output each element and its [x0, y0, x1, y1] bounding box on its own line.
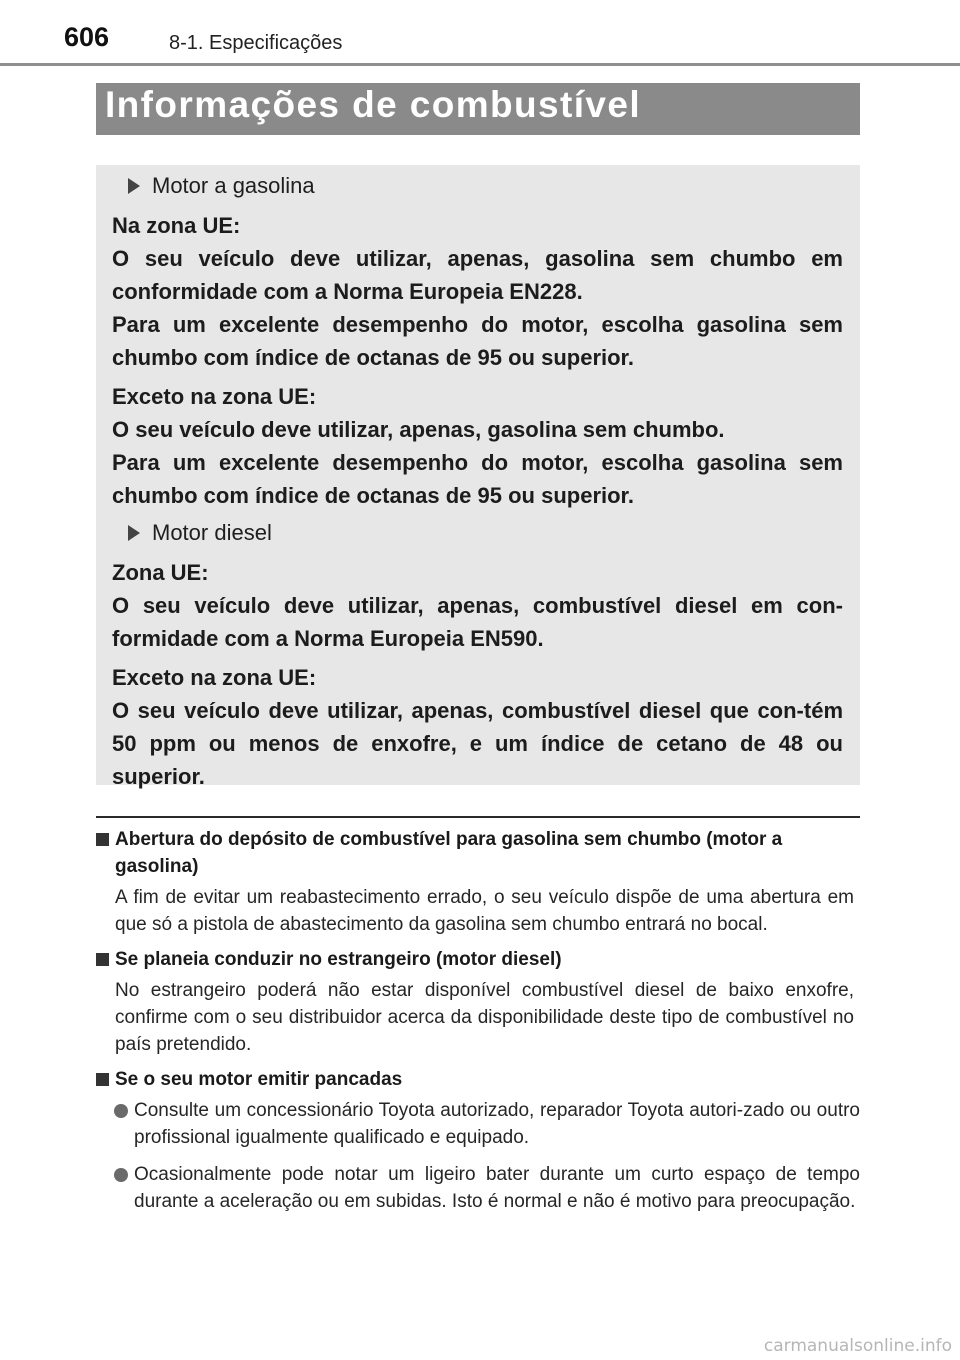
bullet-text: Consulte um concessionário Toyota autorizado, reparador Toyota autori-zado ou outro profissional igualmente qualificado e equipado.: [134, 1100, 860, 1148]
note-heading-text: Se o seu motor emitir pancadas: [115, 1069, 403, 1090]
notes-section: [96, 826, 860, 1215]
page-title: Informações de combustível: [105, 84, 642, 125]
gasoline-heading: [128, 169, 843, 203]
gasoline-except-eu: Exceto na zona UE: O seu veículo deve utilizar, apenas, gasolina sem chumbo. Para um excelente desempenho do motor, escolha gasolina sem chumbo com índice de octanas de 95 ou superior.: [112, 384, 843, 508]
list-item: [114, 1097, 860, 1151]
square-bullet-icon: [96, 953, 109, 966]
diesel-heading-label: Motor diesel: [152, 520, 272, 545]
fuel-info-box: [96, 165, 860, 789]
title-bar: [96, 83, 860, 135]
list-item: [114, 1161, 860, 1215]
gasoline-heading-label: Motor a gasolina: [152, 173, 315, 198]
note-heading-text: Abertura do depósito de combustível para gasolina sem chumbo (motor a gasolina): [115, 829, 783, 877]
diesel-except-eu: Exceto na zona UE: O seu veículo deve utilizar, apenas, combustível diesel que con-tém 50 ppm ou menos de enxofre, e um índice de cetano de 48 ou superior.: [112, 665, 843, 789]
note-heading-abroad: [96, 946, 860, 973]
triangle-right-icon: [128, 525, 140, 541]
diesel-heading: [128, 516, 843, 550]
page-header: [0, 0, 960, 66]
bullet-text: Ocasionalmente pode notar um ligeiro bater durante um curto espaço de tempo durante a aceleração ou em subidas. Isto é normal e não é motivo para preocupação.: [134, 1164, 860, 1212]
page-number: 606: [64, 22, 110, 52]
square-bullet-icon: [96, 833, 109, 846]
diesel-eu-zone: Zona UE: O seu veículo deve utilizar, apenas, combustível diesel em con-formidade com a Norma Europeia EN590.: [112, 560, 843, 651]
section-label: 8-1. Especificações: [169, 32, 343, 54]
square-bullet-icon: [96, 1073, 109, 1086]
note-heading-knocking: [96, 1066, 860, 1093]
section-divider: [96, 816, 860, 818]
circle-bullet-icon: [114, 1168, 128, 1182]
triangle-right-icon: [128, 178, 140, 194]
header-rule: [0, 63, 960, 66]
note-body-refuel-opening: A fim de evitar um reabastecimento errado, o seu veículo dispõe de uma abertura em que só a pistola de abastecimento da gasolina sem chumbo entrará no bocal.: [115, 887, 854, 935]
note-body-abroad: No estrangeiro poderá não estar disponível combustível diesel de baixo enxofre, confirme com o seu distribuidor acerca da disponibilidade deste tipo de combustível no país pretendido.: [115, 980, 854, 1055]
note-heading-text: Se planeia conduzir no estrangeiro (motor diesel): [115, 949, 562, 970]
note-heading-refuel-opening: [96, 826, 860, 880]
gasoline-eu-zone: Na zona UE: O seu veículo deve utilizar, apenas, gasolina sem chumbo em conformidade com a Norma Europeia EN228. Para um excelente desempenho do motor, escolha gasolina sem chumbo com índice de octanas de 95 ou superior.: [112, 213, 843, 370]
circle-bullet-icon: [114, 1104, 128, 1118]
watermark: carmanualsonline.info: [763, 1336, 952, 1356]
